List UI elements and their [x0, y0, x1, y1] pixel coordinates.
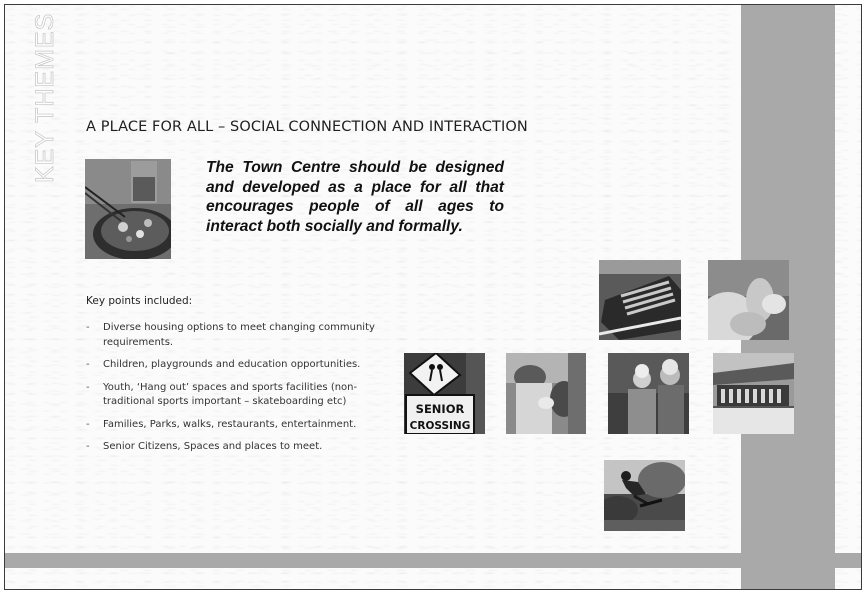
bullet-dash: -: [86, 359, 90, 370]
skateboarder-photo: [604, 460, 685, 531]
senior-crossing-sign-photo: [404, 353, 485, 434]
barbecue-photo: [599, 260, 681, 340]
key-points-heading: Key points included:: [86, 295, 193, 307]
list-item: [86, 321, 378, 350]
bullet-dash: -: [86, 441, 90, 452]
market-stall-photo: [713, 353, 794, 434]
document-page: [4, 4, 862, 590]
list-item-text: Senior Citizens, Spaces and places to meet.: [103, 441, 323, 452]
horizontal-grey-band: [5, 553, 861, 568]
section-title: A PLACE FOR ALL – SOCIAL CONNECTION AND INTERACTION: [86, 119, 528, 135]
list-item-text: Children, playgrounds and education opportunities.: [103, 359, 361, 370]
senior-citizens-photo: [608, 353, 689, 434]
bullet-dash: -: [86, 381, 90, 393]
list-item: [86, 440, 378, 455]
bullet-dash: -: [86, 418, 90, 430]
side-label: KEY THEMES: [31, 12, 59, 183]
key-points-list: [86, 321, 378, 463]
lead-statement: The Town Centre should be designed and developed as a place for all that encourages people of all ages to interact both socially and formally.: [206, 159, 504, 235]
list-item: [86, 381, 378, 410]
list-item: [86, 358, 378, 373]
parent-child-photo: [506, 353, 586, 434]
hands-photo: [708, 260, 789, 340]
sign-text-crossing: CROSSING: [409, 420, 471, 432]
bullet-dash: -: [86, 322, 90, 333]
list-item: [86, 418, 378, 433]
list-item-text: Families, Parks, walks, restaurants, entertainment.: [103, 418, 357, 430]
list-item-text: Youth, ‘Hang out’ spaces and sports facilities (non-traditional sports important – skateboarding etc): [103, 381, 358, 407]
list-item-text: Diverse housing options to meet changing community requirements.: [103, 322, 375, 348]
sign-text-senior: SENIOR: [415, 402, 465, 416]
food-photo: [85, 159, 171, 259]
